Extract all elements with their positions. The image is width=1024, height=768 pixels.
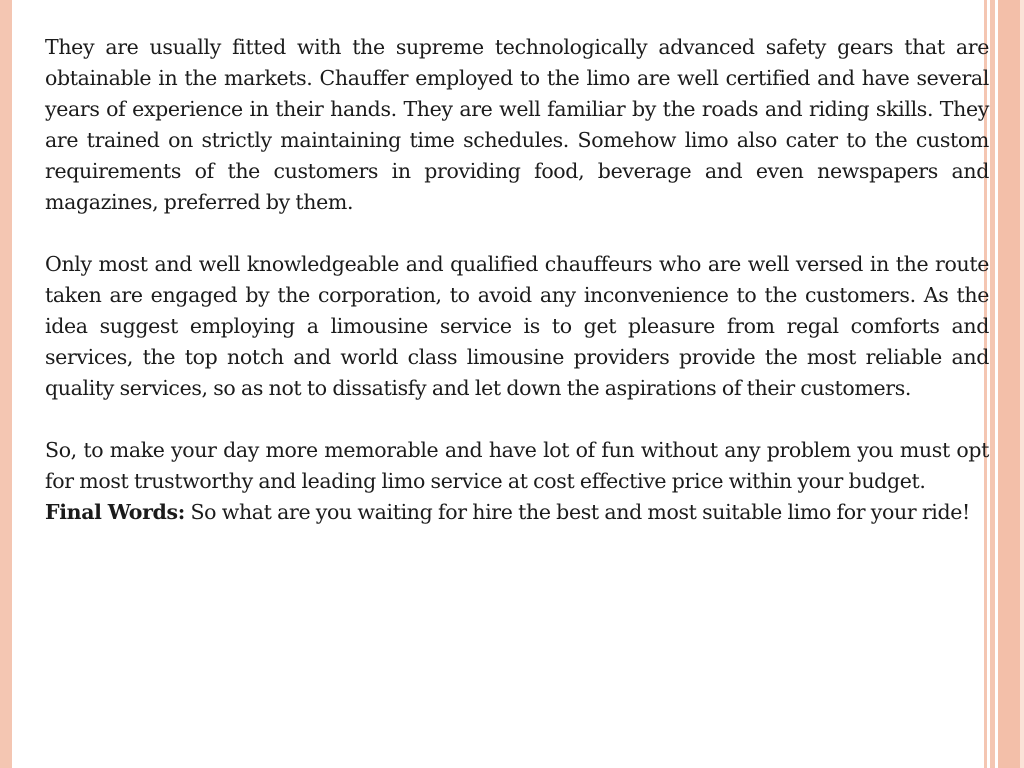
- final-words-paragraph: [45, 497, 989, 528]
- paragraph-chauffeurs: Only most and well knowledgeable and qualified chauffeurs who are well versed in the route taken are engaged by the corporation, to avoid any inconvenience to the customers. As the idea suggest employing a limousine service is to get pleasure from regal comforts and services, the top notch and world class limousine providers provide the most reliable and quality services, so as not to dissatisfy and let down the aspirations of their customers.: [45, 252, 989, 400]
- right-border-stripe-2: [990, 0, 995, 768]
- left-border-stripe: [0, 0, 12, 768]
- final-words-label: Final Words:: [45, 500, 185, 524]
- slide-body: [45, 32, 989, 528]
- paragraph-memorable: So, to make your day more memorable and have lot of fun without any problem you must opt for most trustworthy and leading limo service at cost effective price within your budget.: [45, 438, 989, 493]
- right-border-stripe-3: [998, 0, 1020, 768]
- paragraph-safety: They are usually fitted with the supreme technologically advanced safety gears that are obtainable in the markets. Chauffer employed to the limo are well certified and have several years of experience in their hands. They are well familiar by the roads and riding skills. They are trained on strictly maintaining time schedules. Somehow limo also cater to the custom requirements of the customers in providing food, beverage and even newspapers and magazines, preferred by them.: [45, 35, 989, 214]
- final-words-text: So what are you waiting for hire the best and most suitable limo for your ride!: [184, 500, 970, 524]
- right-border-stripe-4: [1020, 0, 1024, 768]
